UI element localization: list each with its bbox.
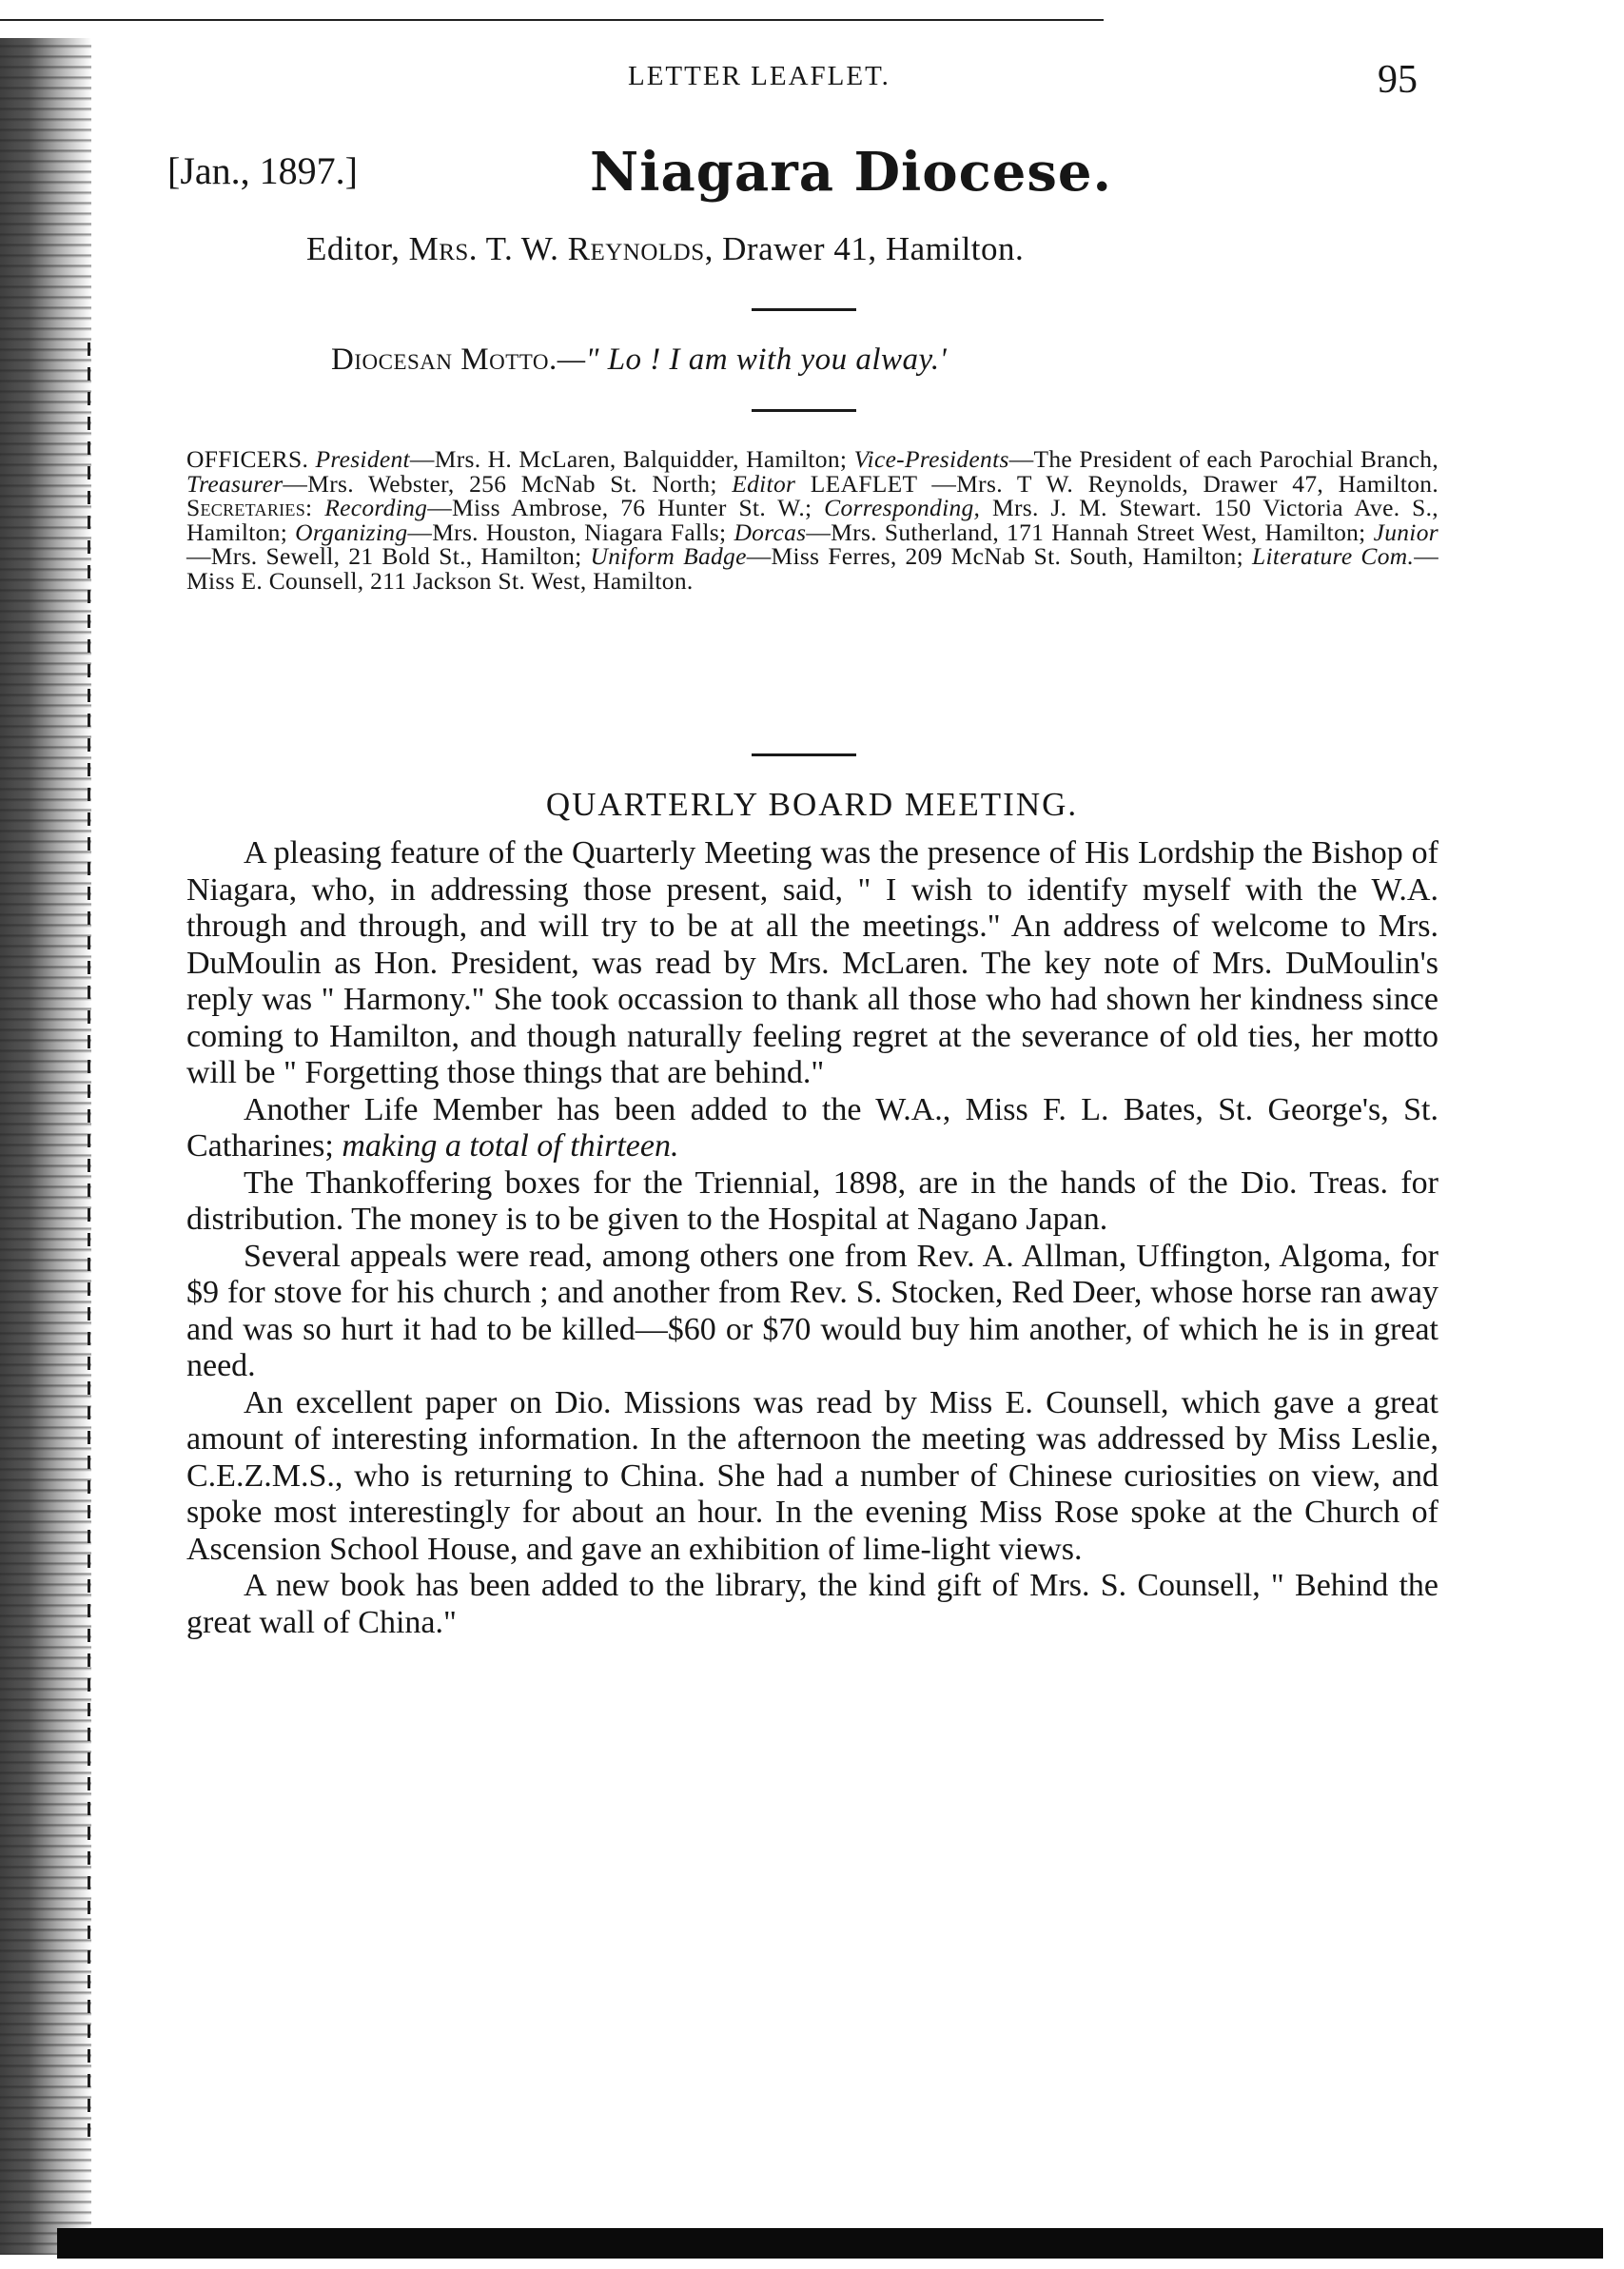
officer-role: Literature Com. bbox=[1251, 542, 1415, 571]
editor-address: , Drawer 41, Hamilton. bbox=[704, 230, 1025, 267]
officer-entry: —Mrs. Webster, 256 McNab St. North; bbox=[283, 469, 717, 498]
diocesan-motto bbox=[331, 342, 947, 378]
officer-role: Recording bbox=[324, 494, 428, 522]
top-border-line bbox=[0, 19, 1104, 21]
article-body bbox=[186, 835, 1438, 1641]
paragraph: A pleasing feature of the Quarterly Meeting was the presence of His Lordship the Bishop of Niagara, who, in addressing those present, said, " I wish to identify myself with the W.A. through and through, and will try to be at all the meetings." An address of welcome to Mrs. DuMoulin as Hon. President, was read by Mrs. McLaren. The key note of Mrs. DuMoulin's reply was " Harmony." She took occassion to thank all those who had shown her kindness since coming to Hamilton, and though naturally feeling regret at the severance of old ties, her motto will be " Forgetting those things that are behind." bbox=[186, 835, 1438, 1090]
editor-line bbox=[306, 230, 1024, 268]
paragraph: An excellent paper on Dio. Missions was read by Miss E. Counsell, which gave a great amount of interesting information. In the afternoon the meeting was addressed by Miss Leslie, C.E.Z.M.S., who is returning to China. She had a number of Chinese curiosities on view, and spoke most interestingly for about an hour. In the evening Miss Rose spoke at the Church of Ascension School House, and gave an exhibition of lime-light views. bbox=[186, 1384, 1438, 1567]
motto-text: —" Lo ! I am with you alway.' bbox=[557, 342, 948, 377]
binding-edge bbox=[88, 342, 90, 2141]
editor-prefix: Editor, bbox=[306, 230, 409, 267]
divider-rule bbox=[752, 409, 856, 412]
paragraph: A new book has been added to the library, the kind gift of Mrs. S. Counsell, " Behind the great wall of China." bbox=[186, 1568, 1438, 1640]
officers-list bbox=[186, 447, 1438, 594]
officer-role: Editor bbox=[732, 469, 796, 498]
issue-date: [Jan., 1897.] bbox=[167, 149, 358, 192]
paragraph: The Thankoffering boxes for the Triennial, 1898, are in the hands of the Dio. Treas. for distribution. The money is to be given to the Hospital at Nagano Japan. bbox=[186, 1164, 1438, 1237]
officer-entry: —Miss Ferres, 209 McNab St. South, Hamilton; bbox=[746, 542, 1243, 571]
officer-role: Uniform Badge bbox=[590, 542, 747, 571]
running-head: LETTER LEAFLET. bbox=[628, 61, 890, 91]
officer-entry: —Mrs. H. McLaren, Balquidder, Hamilton; bbox=[409, 445, 848, 473]
officer-entry: LEAFLET —Mrs. T W. Reynolds, Drawer 47, Hamilton. bbox=[810, 469, 1438, 498]
officer-role: Treasurer bbox=[186, 469, 284, 498]
paragraph bbox=[186, 1092, 1438, 1165]
paragraph: Several appeals were read, among others one from Rev. A. Allman, Uffington, Algoma, for $9 for stove for his church ; and another from Rev. S. Stocken, Red Deer, whose horse ran away and was so hurt it had to be killed—$60 or $70 would buy him another, of which he is in great need. bbox=[186, 1238, 1438, 1383]
officer-entry: Mrs. J. M. Stewart. 150 Victoria Ave. S., Hamilton; bbox=[186, 494, 1438, 546]
motto-label: Diocesan Motto. bbox=[331, 342, 558, 377]
bottom-scan-border bbox=[57, 2228, 1603, 2259]
editor-name: Mrs. T. W. Reynolds bbox=[408, 230, 705, 267]
officer-entry: —Mrs. Sewell, 21 Bold St., Hamilton; bbox=[186, 542, 582, 571]
section-heading: QUARTERLY BOARD MEETING. bbox=[545, 786, 1079, 823]
officer-entry: —The President of each Parochial Branch, bbox=[1008, 445, 1438, 473]
officer-entry: —Miss E. Counsell, 211 Jackson St. West, Hamilton. bbox=[186, 542, 1438, 595]
page-header bbox=[0, 58, 1624, 108]
officer-role: Corresponding, bbox=[824, 494, 981, 522]
diocese-title: Niagara Diocese. bbox=[590, 141, 1113, 204]
paragraph-emphasis: making a total of thirteen. bbox=[342, 1128, 679, 1164]
officer-role: Vice-Presidents bbox=[853, 445, 1009, 473]
page-number: 95 bbox=[1378, 58, 1418, 102]
divider-rule bbox=[752, 753, 856, 756]
officer-entry: —Miss Ambrose, 76 Hunter St. W.; bbox=[427, 494, 812, 522]
officer-role: Dorcas bbox=[734, 518, 807, 546]
divider-rule bbox=[752, 308, 856, 311]
officers-heading: OFFICERS. bbox=[186, 445, 309, 473]
officer-entry: —Mrs. Houston, Niagara Falls; bbox=[407, 518, 727, 546]
officer-role: Organizing bbox=[295, 518, 408, 546]
paragraph-text: Another Life Member has been added to the W.A., Miss F. L. Bates, St. George's, St. Catharines; bbox=[186, 1091, 1438, 1164]
officer-role: President bbox=[315, 445, 410, 473]
officer-entry: —Mrs. Sutherland, 171 Hannah Street West, Hamilton; bbox=[806, 518, 1366, 546]
binding-shadow bbox=[0, 38, 91, 2255]
officer-role: Secretaries: bbox=[186, 494, 313, 522]
officer-role: Junior bbox=[1373, 518, 1438, 546]
